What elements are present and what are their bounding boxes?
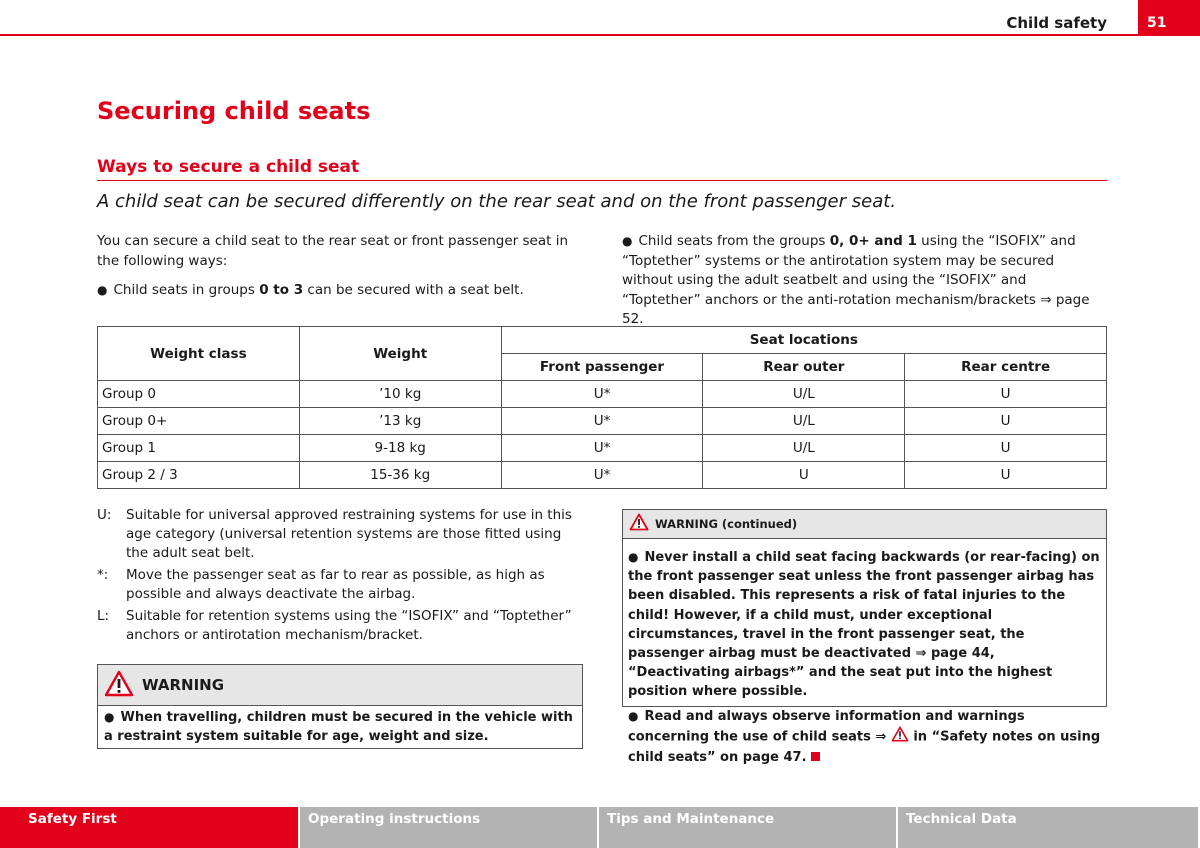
table-cell: U bbox=[905, 408, 1107, 435]
header-divider bbox=[0, 34, 1200, 36]
table-cell: U* bbox=[501, 381, 703, 408]
bullet-item bbox=[622, 232, 1108, 330]
legend-text: Suitable for universal approved restraining systems for use in this age category (universal retention systems are those fitted using the adult seat belt. bbox=[126, 507, 572, 561]
table-row bbox=[98, 381, 1107, 408]
intro-text: You can secure a child seat to the rear seat or front passenger seat in the following ways: bbox=[97, 233, 569, 269]
bullet-bold: 0 to 3 bbox=[259, 282, 304, 298]
bullet-icon: ● bbox=[104, 710, 115, 724]
table-cell: U/L bbox=[703, 408, 905, 435]
bullet-text: Child seats from the groups bbox=[638, 233, 830, 249]
warning-text: When travelling, children must be secured in the vehicle with a restraint system suitable for age, weight and size. bbox=[104, 710, 573, 744]
table-cell: U* bbox=[501, 408, 703, 435]
bullet-item bbox=[97, 281, 572, 301]
table-legend bbox=[97, 506, 582, 648]
header-front-passenger: Front passenger bbox=[501, 354, 703, 381]
table-cell: U bbox=[905, 435, 1107, 462]
bullet-icon: ● bbox=[628, 708, 639, 723]
warning-triangle-icon bbox=[104, 670, 134, 701]
subtitle-divider bbox=[97, 180, 1107, 181]
footer-tab-tips-maintenance[interactable]: Tips and Maintenance bbox=[599, 807, 896, 848]
table-row bbox=[98, 408, 1107, 435]
seat-locations-table bbox=[97, 326, 1107, 489]
table-cell: U* bbox=[501, 435, 703, 462]
table-cell: U bbox=[905, 381, 1107, 408]
table-cell: U/L bbox=[703, 381, 905, 408]
table-cell: ’10 kg bbox=[299, 381, 501, 408]
legend-item bbox=[97, 607, 582, 645]
legend-key: *: bbox=[97, 567, 109, 583]
legend-text: Move the passenger seat as far to rear as possible, as high as possible and always deactivate the airbag. bbox=[126, 567, 545, 602]
table-header-row bbox=[98, 327, 1107, 354]
bullet-text: Child seats in groups bbox=[113, 282, 260, 298]
end-of-section-icon bbox=[811, 752, 820, 761]
table-cell: 15-36 kg bbox=[299, 462, 501, 489]
warning-text: Never install a child seat facing backwards (or rear-facing) on the front passenger seat unless the front passenger airbag has been disabled. This represents a risk of fatal injuries to the child! However, if a child must, under exceptional circumstances, travel in the front passenger seat, the passenger airbag must be deactivated ⇒ page 44, “Deactivating airbags*” and the seat put into the highest position where possible. bbox=[628, 550, 1100, 700]
section-subtitle: Ways to secure a child seat bbox=[97, 157, 360, 177]
page-number: 51 bbox=[1138, 0, 1200, 36]
right-column bbox=[622, 232, 1108, 330]
warning-continued-title: WARNING (continued) bbox=[655, 517, 798, 531]
bullet-text-end: using the “ISOFIX” and “Toptether” systems or the antirotation system may be secured without using the adult seatbelt and using the “ISOFIX” and “Toptether” anchors or the anti-rotation mechanism/brackets ⇒ page 52. bbox=[622, 233, 1090, 327]
warning-paragraph bbox=[628, 548, 1101, 702]
header-section-title: Child safety bbox=[1006, 14, 1107, 32]
left-column bbox=[97, 232, 572, 301]
warning-box bbox=[97, 664, 583, 749]
warning-header bbox=[98, 665, 582, 706]
bullet-icon: ● bbox=[628, 550, 639, 564]
warning-continued-header bbox=[623, 510, 1106, 539]
legend-item bbox=[97, 566, 582, 604]
table-cell: Group 0+ bbox=[98, 408, 300, 435]
warning-triangle-icon bbox=[629, 513, 649, 535]
bullet-icon: ● bbox=[97, 283, 108, 297]
bullet-icon: ● bbox=[622, 234, 633, 248]
warning-triangle-icon bbox=[891, 726, 909, 748]
footer-tab-operating-instructions[interactable]: Operating instructions bbox=[300, 807, 597, 848]
header-rear-outer: Rear outer bbox=[703, 354, 905, 381]
bullet-text-end: can be secured with a seat belt. bbox=[303, 282, 524, 298]
warning-body bbox=[98, 706, 582, 748]
warning-continued-box bbox=[622, 509, 1107, 766]
table-cell: Group 2 / 3 bbox=[98, 462, 300, 489]
warning-text: Read and always observe information and warnings concerning the use of child seats ⇒ bbox=[628, 708, 1025, 745]
warning-text-end: in “Safety notes on using child seats” on page 47. bbox=[628, 729, 1101, 766]
table-cell: U bbox=[905, 462, 1107, 489]
legend-key: U: bbox=[97, 507, 112, 523]
table-row bbox=[98, 462, 1107, 489]
page-title: Securing child seats bbox=[97, 97, 371, 125]
footer-tab-safety-first[interactable]: Safety First bbox=[0, 807, 298, 848]
header-weight-class: Weight class bbox=[98, 327, 300, 381]
header-rear-centre: Rear centre bbox=[905, 354, 1107, 381]
table-cell: U/L bbox=[703, 435, 905, 462]
warning-title: WARNING bbox=[142, 676, 225, 694]
legend-item bbox=[97, 506, 582, 563]
table-cell: ’13 kg bbox=[299, 408, 501, 435]
table-cell: U* bbox=[501, 462, 703, 489]
table-cell: Group 1 bbox=[98, 435, 300, 462]
table-cell: Group 0 bbox=[98, 381, 300, 408]
lead-paragraph: A child seat can be secured differently on the rear seat and on the front passenger seat. bbox=[97, 191, 897, 212]
footer-nav bbox=[0, 807, 1200, 848]
table-cell: U bbox=[703, 462, 905, 489]
warning-continued-body bbox=[623, 539, 1106, 767]
bullet-bold: 0, 0+ and 1 bbox=[829, 233, 917, 249]
table-row bbox=[98, 435, 1107, 462]
warning-paragraph bbox=[628, 707, 1101, 768]
table-cell: 9-18 kg bbox=[299, 435, 501, 462]
header-seat-locations: Seat locations bbox=[501, 327, 1106, 354]
legend-text: Suitable for retention systems using the “ISOFIX” and “Toptether” anchors or antirotation mechanism/bracket. bbox=[126, 608, 572, 643]
legend-key: L: bbox=[97, 608, 110, 624]
header-weight: Weight bbox=[299, 327, 501, 381]
footer-tab-technical-data[interactable]: Technical Data bbox=[898, 807, 1198, 848]
